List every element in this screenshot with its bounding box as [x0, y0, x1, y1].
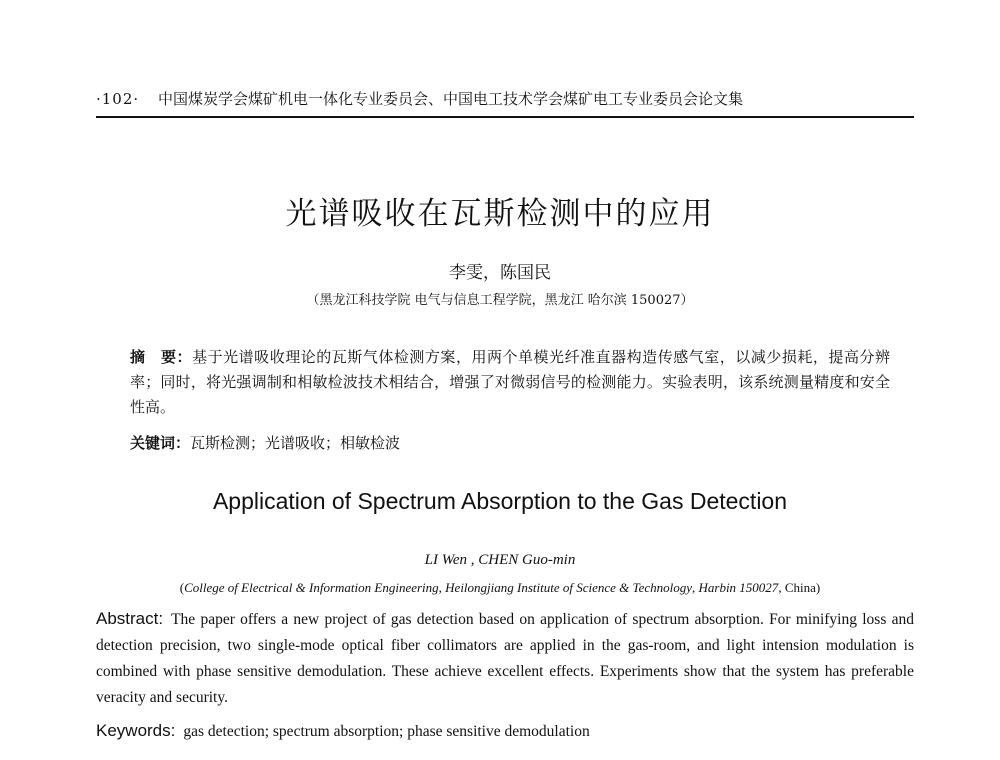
chinese-title: 光谱吸收在瓦斯检测中的应用 — [285, 196, 715, 232]
english-title: Application of Spectrum Absorption to the Gas Detection — [212, 488, 788, 514]
english-abstract — [96, 606, 914, 711]
running-title: 中国煤炭学会煤矿机电一体化专业委员会、中国电工技术学会煤矿电工专业委员会论文集 — [157, 90, 743, 108]
chinese-keywords-label: 关键词： — [130, 434, 191, 452]
running-header — [96, 88, 914, 109]
chinese-keywords — [130, 431, 890, 456]
english-authors: LI Wen , CHEN Guo-min — [424, 552, 576, 568]
page-number: ·102· — [96, 90, 140, 108]
chinese-affiliation: （黑龙江科技学院 电气与信息工程学院，黑龙江 哈尔滨 150027） — [306, 293, 694, 308]
chinese-authors: 李雯，陈国民 — [449, 263, 551, 283]
aff-college: College of Electrical & Information Engineering — [184, 580, 439, 595]
chinese-keywords-text: 瓦斯检测；光谱吸收；相敏检波 — [190, 434, 401, 452]
aff-city: Harbin 150027 — [698, 580, 779, 595]
aff-institute: Heilongjiang Institute of Science & Technology — [445, 580, 692, 595]
english-keywords-text: gas detection; spectrum absorption; phase sensitive demodulation — [183, 723, 590, 740]
chinese-abstract-label: 摘 要： — [130, 348, 193, 366]
english-keywords-label: Keywords: — [96, 721, 176, 740]
chinese-abstract — [130, 345, 890, 420]
aff-country: China — [784, 580, 816, 595]
chinese-abstract-text: 基于光谱吸收理论的瓦斯气体检测方案，用两个单模光纤准直器构造传感气室，以减少损耗，提高分辨率；同时，将光强调制和相敏检波技术相结合，增强了对微弱信号的检测能力。实验表明，该系统测量精度和安全性高。 — [130, 348, 890, 416]
english-abstract-label: Abstract: — [96, 609, 164, 628]
header-rule — [96, 116, 914, 118]
english-affiliation: (College of Electrical & Information Engineering, Heilongjiang Institute of Science & Technology, Harbin 150027, China) — [179, 580, 821, 595]
english-keywords — [96, 718, 914, 745]
english-abstract-text: The paper offers a new project of gas detection based on application of spectrum absorption. For minifying loss and detection precision, two single-mode optical fiber collimators are applied in the gas-room, and light intension modulation is combined with phase sensitive demodulation. These achieve excellent effects. Experiments show that the system has preferable veracity and security. — [96, 611, 914, 706]
